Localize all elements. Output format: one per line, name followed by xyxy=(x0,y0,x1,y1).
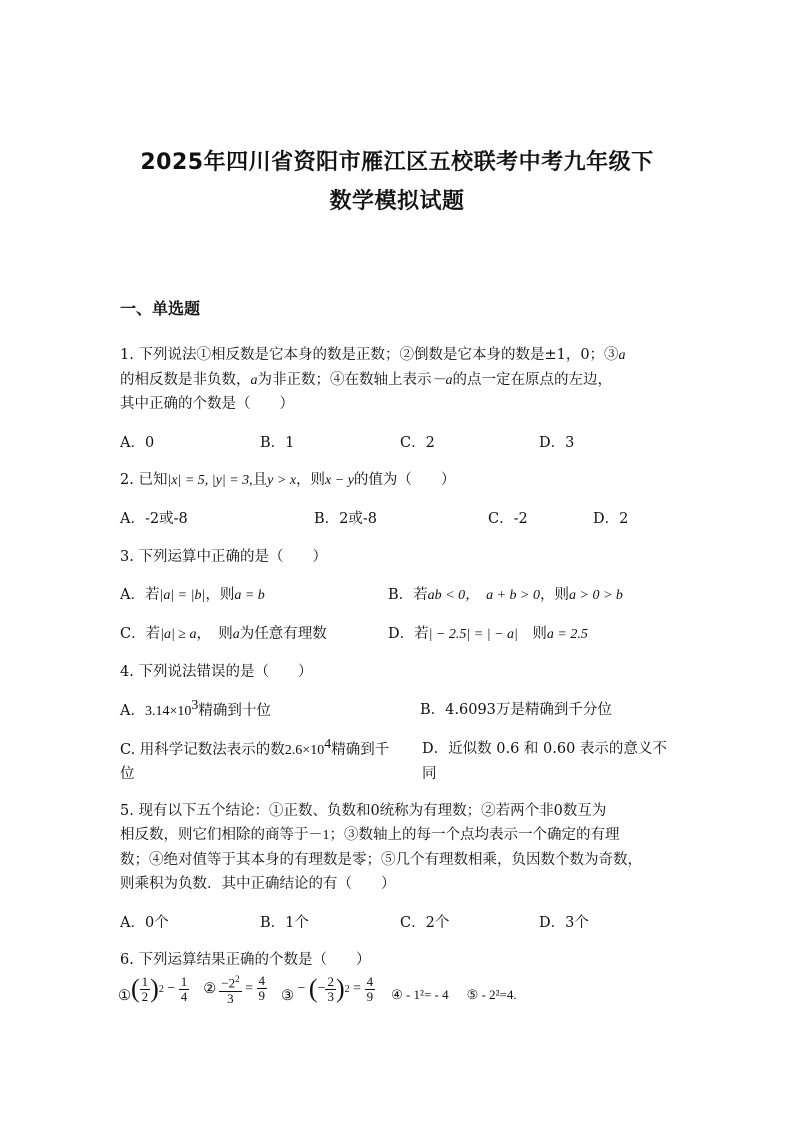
q1-option-d[interactable]: D．3 xyxy=(539,435,575,451)
q5-line-2: 相反数，则它们相除的商等于－1；③数轴上的每一个点均表示一个确定的有理 xyxy=(120,827,620,843)
section-heading: 一、单选题 xyxy=(120,299,201,318)
q4-option-d[interactable]: D．近似数 0.6 和 0.60 表示的意义不 xyxy=(422,741,667,757)
q4-stem: 4. 下列说法错误的是（ ） xyxy=(120,664,313,680)
q1-line-2: 的相反数是非负数，a为非正数；④在数轴上表示－a的点一定在原点的左边， xyxy=(120,372,612,388)
q1-line-3: 其中正确的个数是（ ） xyxy=(120,396,294,412)
q4-option-d-cont: 同 xyxy=(422,766,437,782)
q2-stem: 2. 已知|x| = 5, |y| = 3,且y > x，则x − y的值为（ ） xyxy=(120,472,456,488)
q5-option-d[interactable]: D．3个 xyxy=(539,915,589,931)
q6-item-4: ④ - 1²= - 4 xyxy=(391,987,449,1002)
q5-option-b[interactable]: B．1个 xyxy=(260,915,309,931)
q5-option-a[interactable]: A．0个 xyxy=(120,915,169,931)
q5-option-c[interactable]: C．2个 xyxy=(400,915,450,931)
q2-option-c[interactable]: C．-2 xyxy=(488,511,528,527)
q4-option-a[interactable]: A．$3.14\times 10^3$精确到十位 xyxy=(120,698,271,719)
q2-option-d[interactable]: D．2 xyxy=(593,511,629,527)
q4-option-b[interactable]: B．4.6093万是精确到千分位 xyxy=(420,702,612,718)
q5-line-4: 则乘积为负数．其中正确结论的有（ ） xyxy=(120,876,396,892)
q5-line-1: 5. 现有以下五个结论：①正数、负数和0统称为有理数；②若两个非0数互为 xyxy=(120,803,607,819)
q4-option-c-cont: 位 xyxy=(120,766,135,782)
q2-option-b[interactable]: B．2或-8 xyxy=(314,511,378,527)
q6-expressions xyxy=(118,968,517,1010)
q3-option-c[interactable]: C．若|a| ≥ a， 则a为任意有理数 xyxy=(120,626,327,642)
title-line-1: 2025年四川省资阳市雁江区五校联考中考九年级下 xyxy=(140,150,654,175)
q6-item-5: ⑤ - 2²=4. xyxy=(466,987,517,1002)
q6-item-1-math: ( xyxy=(131,974,140,1003)
q5-line-3: 数；④绝对值等于其本身的有理数是零；⑤几个有理数相乘，负因数个数为奇数， xyxy=(120,852,642,868)
q1-option-c[interactable]: C．2 xyxy=(400,435,435,451)
q6-item-1: ① ( $\frac{1}{2}$ ) 2 − $\frac{1}{4}$ xyxy=(118,973,188,1004)
q4-option-c[interactable]: C. 用科学记数法表示的数$2.6\times 10^4$精确到千 xyxy=(120,737,390,758)
q1-line-1: 1. 下列说法①相反数是它本身的数是正数；②倒数是它本身的数是±1，0；③a xyxy=(120,347,626,363)
q3-option-d[interactable]: D．若| − 2.5| = | − a| 则a = 2.5 xyxy=(388,626,588,642)
q6-item-3: ③ − ( − $\frac{2}{3}$ ) 2 = $\frac{4}{9}$ xyxy=(281,973,374,1004)
q3-option-a[interactable]: A．若|a| = |b|，则a = b xyxy=(120,587,265,603)
q3-option-b[interactable]: B．若ab < 0， a + b > 0，则a > 0 > b xyxy=(388,587,623,603)
q3-stem: 3. 下列运算中正确的是（ ） xyxy=(120,549,327,565)
q6-item-2: ② $\frac{-2^2}{3}$ = $\frac{4}{9}$ xyxy=(203,973,265,1006)
q6-stem: 6. 下列运算结果正确的个数是（ ） xyxy=(120,952,371,968)
q1-option-a[interactable]: A．0 xyxy=(120,435,155,451)
title-line-2: 数学模拟试题 xyxy=(329,189,465,214)
q1-option-b[interactable]: B．1 xyxy=(260,435,295,451)
q2-option-a[interactable]: A．-2或-8 xyxy=(120,511,188,527)
